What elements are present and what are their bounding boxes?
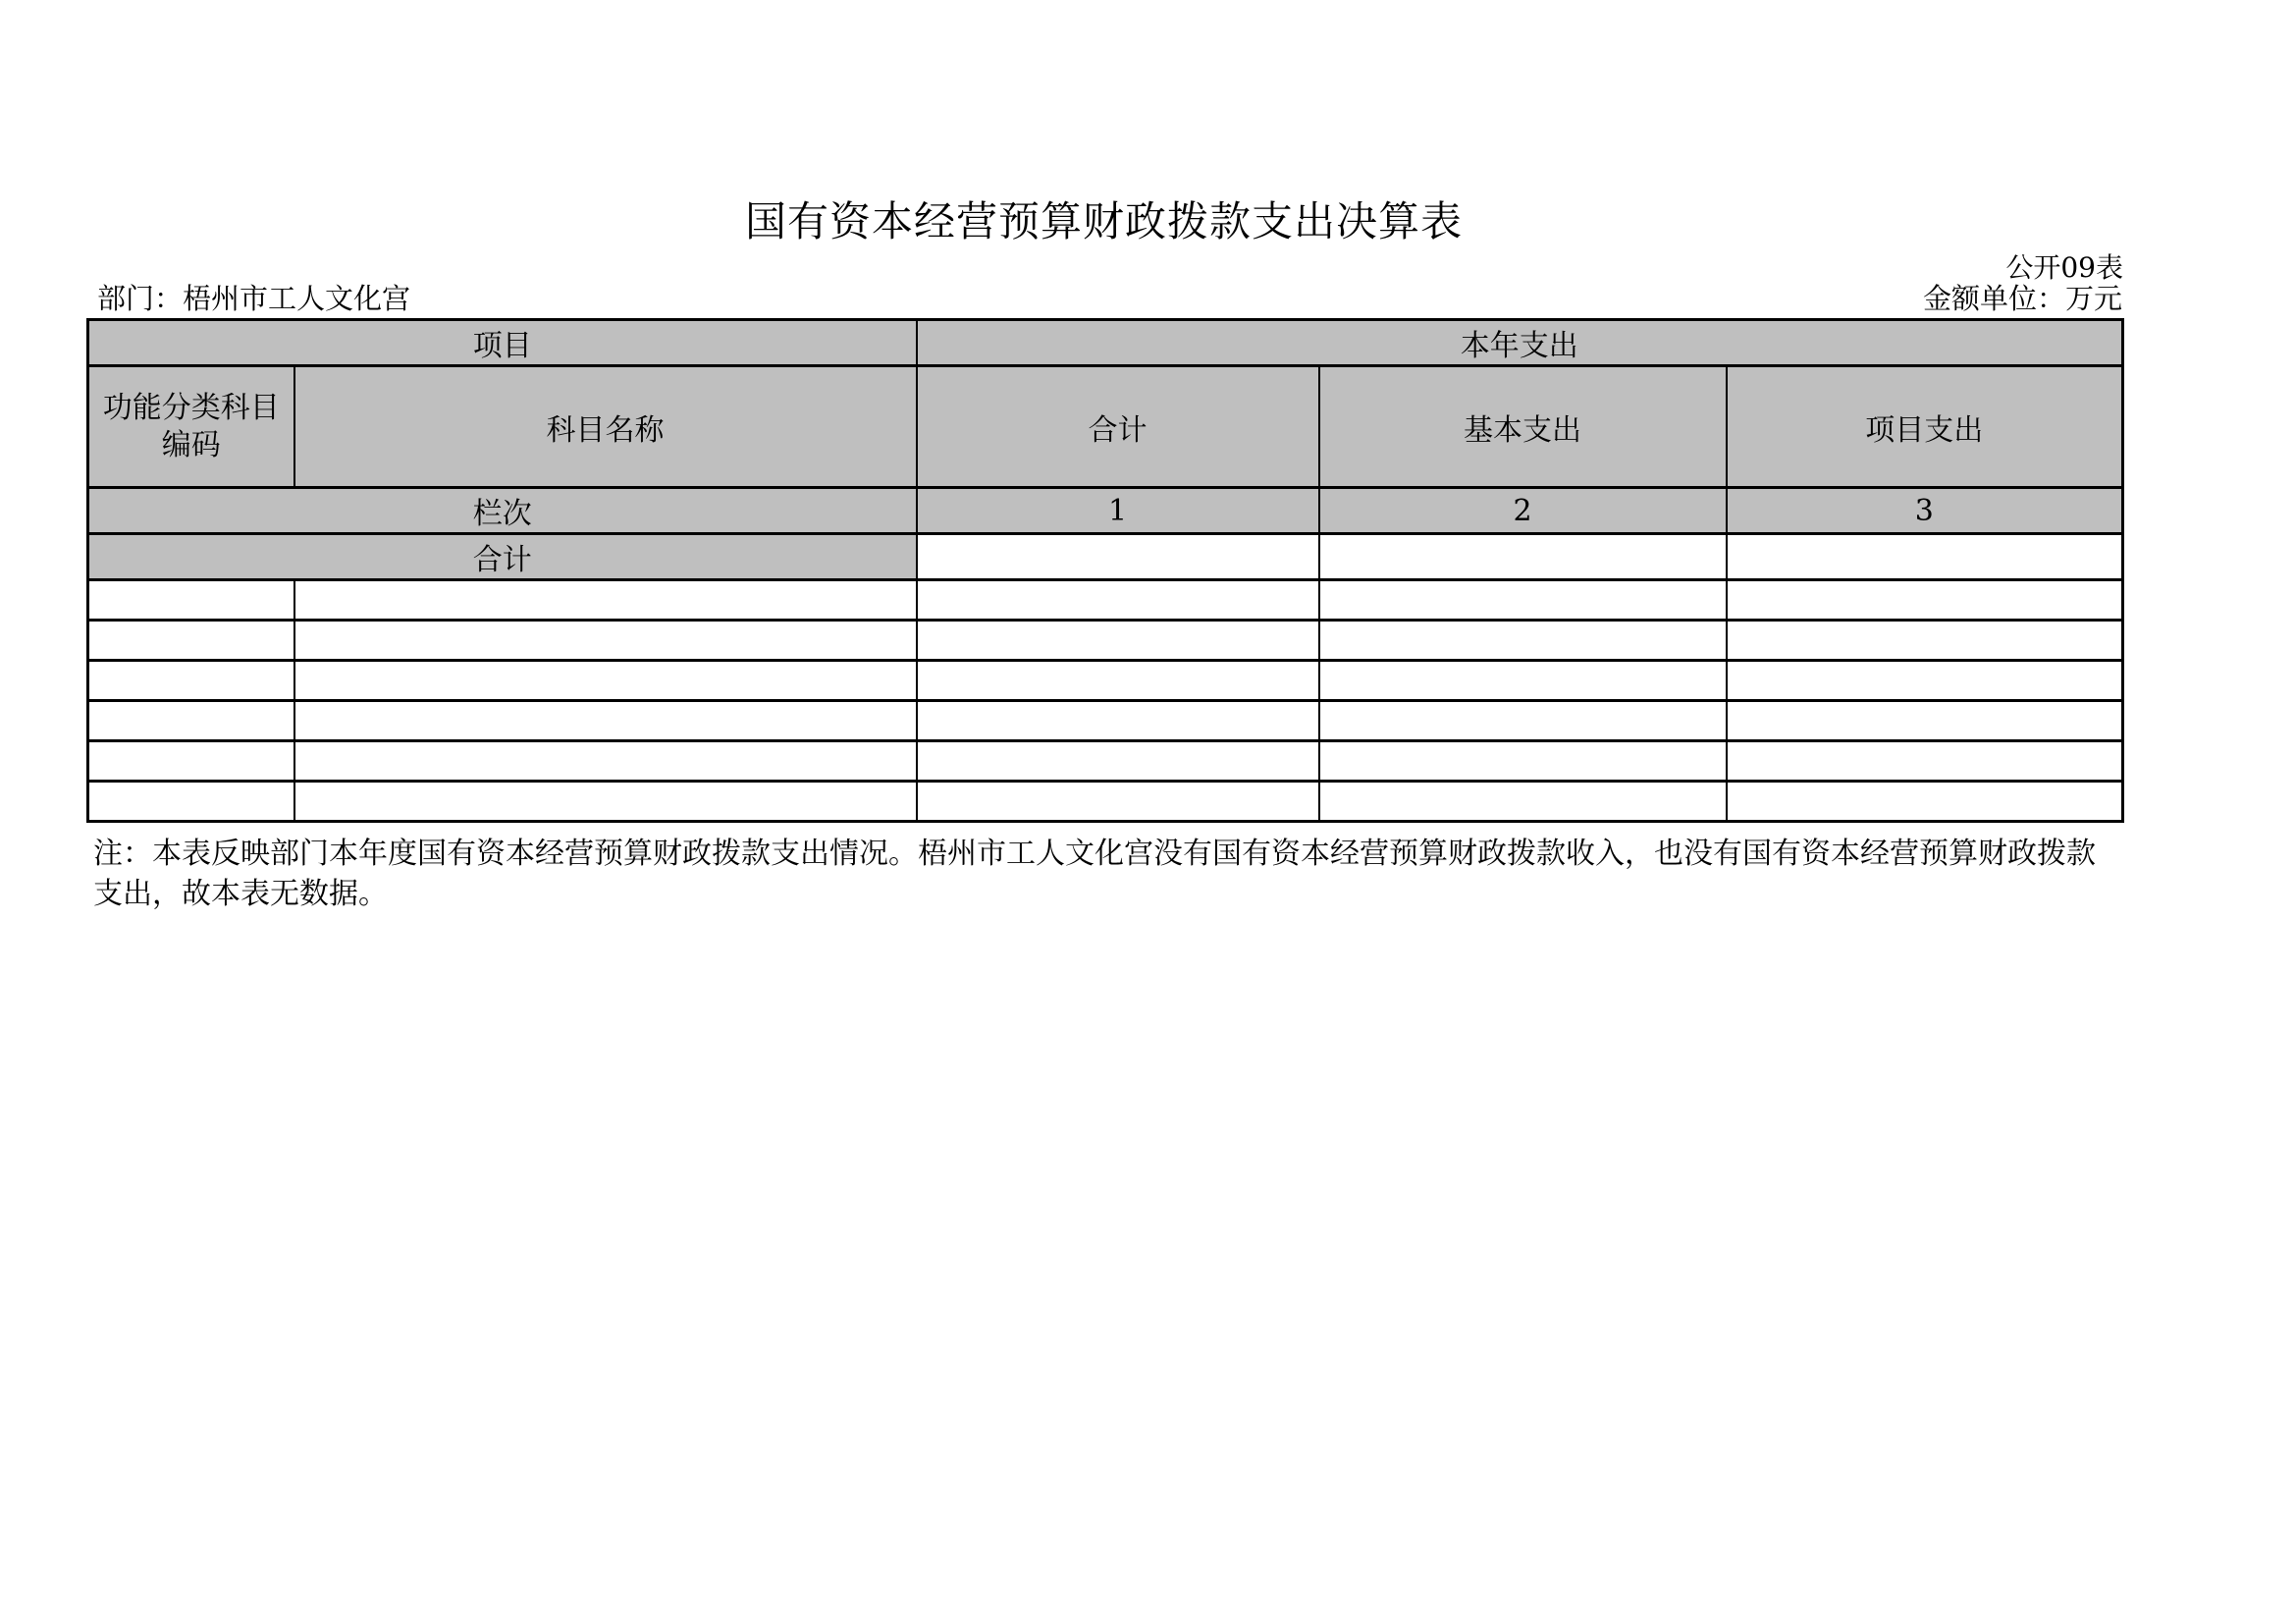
- empty-cell: [88, 701, 294, 741]
- header-col-total: 合计: [917, 366, 1319, 488]
- rank-col-3: 3: [1727, 488, 2123, 534]
- empty-cell: [917, 741, 1319, 782]
- empty-cell: [88, 661, 294, 701]
- empty-cell: [294, 782, 917, 822]
- empty-cell: [88, 580, 294, 621]
- empty-cell: [1727, 580, 2123, 621]
- empty-cell: [1319, 782, 1727, 822]
- meta-row: [97, 283, 2122, 315]
- empty-cell: [1319, 661, 1727, 701]
- empty-row: [88, 701, 2123, 741]
- department-label: 部门：梧州市工人文化宫: [97, 282, 411, 315]
- total-value-project: [1727, 534, 2123, 580]
- empty-cell: [294, 661, 917, 701]
- empty-cell: [88, 741, 294, 782]
- empty-cell: [294, 621, 917, 661]
- empty-cell: [917, 661, 1319, 701]
- empty-cell: [1319, 701, 1727, 741]
- page-title: 国有资本经营预算财政拨款支出决算表: [744, 197, 1463, 245]
- header-col-function-code-text: 功能分类科目编码: [102, 390, 280, 462]
- header-columns-row: [88, 366, 2123, 488]
- empty-row: [88, 661, 2123, 701]
- empty-cell: [1727, 782, 2123, 822]
- rank-col-2: 2: [1319, 488, 1727, 534]
- header-project-group: 项目: [88, 320, 917, 366]
- rank-row: [88, 488, 2123, 534]
- total-value-total: [917, 534, 1319, 580]
- empty-cell: [1727, 701, 2123, 741]
- total-value-basic: [1319, 534, 1727, 580]
- header-col-project-expenditure: 项目支出: [1727, 366, 2123, 488]
- empty-row: [88, 621, 2123, 661]
- header-col-basic-expenditure: 基本支出: [1319, 366, 1727, 488]
- note-text: 注：本表反映部门本年度国有资本经营预算财政拨款支出情况。梧州市工人文化宫没有国有资本经营预算财政拨款收入，也没有国有资本经营预算财政拨款支出，故本表无数据。: [93, 837, 2096, 911]
- empty-cell: [88, 621, 294, 661]
- empty-row: [88, 741, 2123, 782]
- empty-cell: [294, 701, 917, 741]
- empty-cell: [294, 741, 917, 782]
- rank-row-label: 栏次: [88, 488, 917, 534]
- empty-cell: [1319, 621, 1727, 661]
- empty-cell: [1727, 621, 2123, 661]
- empty-cell: [1319, 741, 1727, 782]
- header-col-function-code: [88, 366, 294, 488]
- empty-cell: [1727, 661, 2123, 701]
- header-col-subject-name: 科目名称: [294, 366, 917, 488]
- empty-row: [88, 580, 2123, 621]
- empty-cell: [917, 580, 1319, 621]
- header-group-row: [88, 320, 2123, 366]
- expenditure-table: [86, 318, 2124, 823]
- expenditure-table-body: [88, 320, 2123, 822]
- total-row: [88, 534, 2123, 580]
- rank-col-1: 1: [917, 488, 1319, 534]
- empty-cell: [1319, 580, 1727, 621]
- form-code-label: 公开09表: [2005, 251, 2123, 284]
- total-row-label: 合计: [88, 534, 917, 580]
- empty-cell: [917, 782, 1319, 822]
- empty-cell: [917, 701, 1319, 741]
- empty-row: [88, 782, 2123, 822]
- empty-cell: [88, 782, 294, 822]
- unit-label: 金额单位：万元: [1922, 282, 2122, 315]
- empty-cell: [294, 580, 917, 621]
- empty-cell: [1727, 741, 2123, 782]
- empty-cell: [917, 621, 1319, 661]
- header-current-year-group: 本年支出: [917, 320, 2123, 366]
